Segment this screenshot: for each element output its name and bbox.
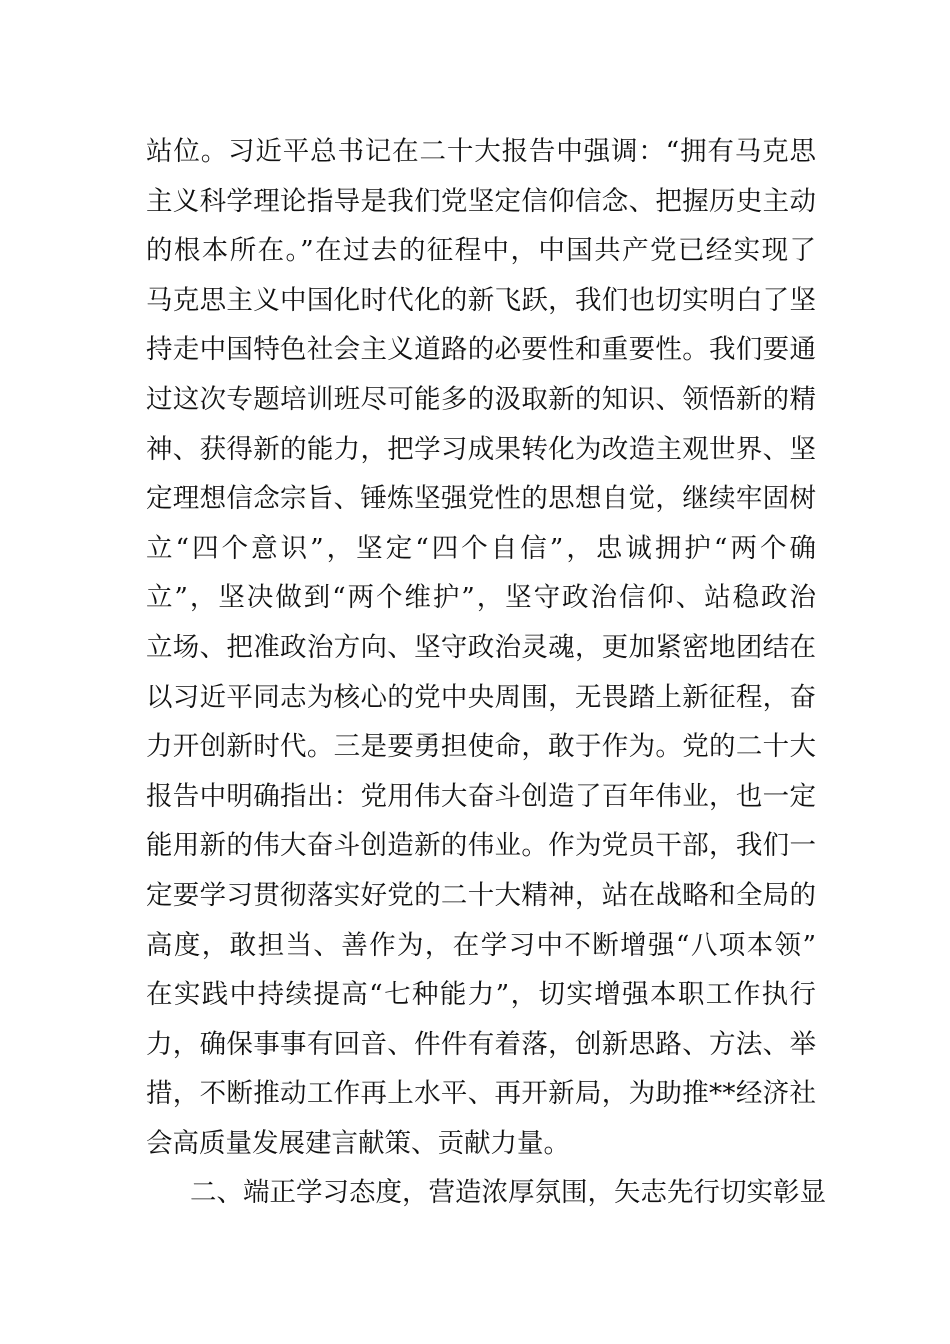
text-line: 主义科学理论指导是我们党坚定信仰信念、把握历史主动 — [146, 185, 816, 217]
text-line: 定理想信念宗旨、锤炼坚强党性的思想自觉，继续牢固树 — [146, 483, 816, 515]
text-line: 立场、把准政治方向、坚守政治灵魂，更加紧密地团结在 — [146, 631, 816, 663]
text-line: 持走中国特色社会主义道路的必要性和重要性。我们要通 — [146, 334, 816, 366]
paragraph-end-line: 会高质量发展建言献策、贡献力量。 — [146, 1127, 570, 1159]
text-line: 能用新的伟大奋斗创造新的伟业。作为党员干部，我们一 — [146, 830, 816, 862]
text-line: 立“四个意识”，坚定“四个自信”，忠诚拥护“两个确 — [146, 532, 816, 564]
section-heading-line: 二、端正学习态度，营造浓厚氛围，矢志先行切实彰显 — [190, 1177, 826, 1209]
text-line: 过这次专题培训班尽可能多的汲取新的知识、领悟新的精 — [146, 383, 816, 415]
text-line: 措，不断推动工作再上水平、再开新局，为助推**经济社 — [146, 1078, 816, 1110]
text-line: 定要学习贯彻落实好党的二十大精神，站在战略和全局的 — [146, 879, 816, 911]
body-text — [146, 127, 826, 1218]
text-line: 高度，敢担当、善作为，在学习中不断增强“八项本领” — [146, 929, 816, 961]
text-line: 站位。习近平总书记在二十大报告中强调：“拥有马克思 — [146, 136, 816, 167]
text-line: 马克思主义中国化时代化的新飞跃，我们也切实明白了坚 — [146, 284, 816, 316]
text-line: 力开创新时代。三是要勇担使命，敢于作为。党的二十大 — [146, 731, 816, 763]
text-line: 立”，坚决做到“两个维护”，坚守政治信仰、站稳政治 — [146, 582, 816, 614]
text-line: 报告中明确指出：党用伟大奋斗创造了百年伟业，也一定 — [146, 780, 816, 812]
text-line: 以习近平同志为核心的党中央周围，无畏踏上新征程，奋 — [146, 681, 816, 713]
text-line: 神、获得新的能力，把学习成果转化为改造主观世界、坚 — [146, 433, 816, 465]
text-line: 力，确保事事有回音、件件有着落，创新思路、方法、举 — [146, 1028, 816, 1060]
text-line: 在实践中持续提高“七种能力”，切实增强本职工作执行 — [146, 979, 816, 1011]
text-line: 的根本所在。”在过去的征程中，中国共产党已经实现了 — [146, 235, 816, 267]
